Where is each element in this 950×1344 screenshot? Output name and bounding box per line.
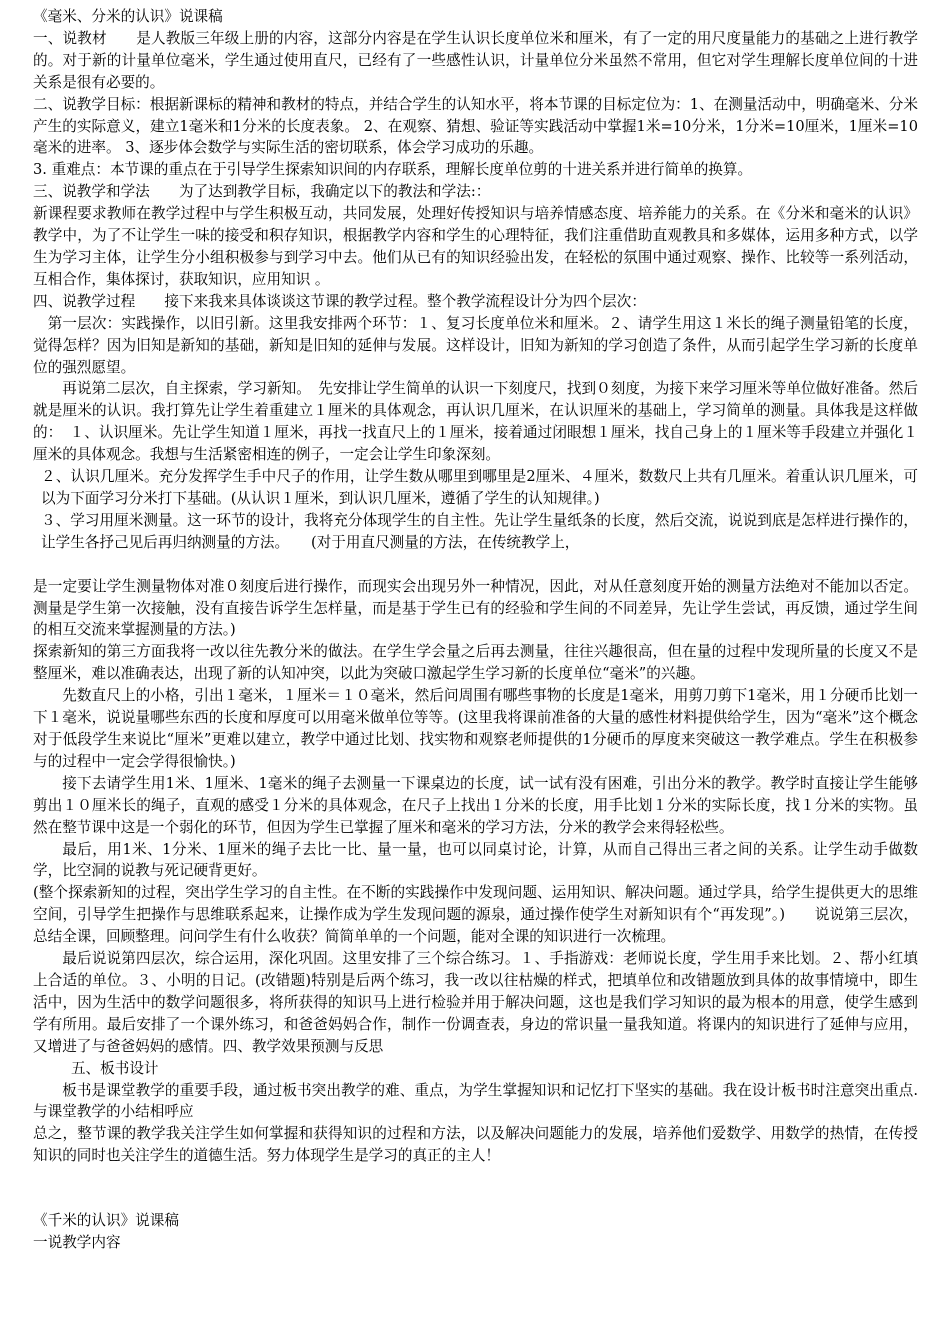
level-four-paragraph: 最后说说第四层次，综合运用，深化巩固。这里安排了三个综合练习。１、手指游戏：老师说长度，学生用手来比划。２、帮小红填上合适的单位。３、小明的日记。(改错题)特别是后两个练习，我一改以往枯燥的样式，把填单位和改错题放到具体的故事情境中，即生活中，因为生活中的数学问题很多，将所获得的知识马上进行检验并用于解决问题，这也是我们学习知识的最为根本的用意，使学生感到学有所用。最后安排了一个课外练习，和爸爸妈妈合作，制作一份调查表，身边的常识量一量我知道。将课内的知识进行了延伸与应用，又增进了与爸爸妈妈的感情。四、教学效果预测与反思 xyxy=(33,950,918,1055)
millimeter-paragraph: 先数直尺上的小格，引出１毫米，１厘米＝１０毫米，然后问周围有哪些事物的长度是1毫米，用剪刀剪下1毫米，用１分硬币比划一下１毫米，说说量哪些东西的长度和厚度可以用毫米做单位等等。(这里我将课前准备的大量的感性材料提供给学生，因为“毫米”这个概念对于低段学生来说比“厘米”更难以建立，教学中通过比划、找实物和观察老师提供的1分硬币的厚度来突破这一教学难点。学生在积极参与的过程中一定会学得很愉快。) xyxy=(33,687,918,770)
page-gap xyxy=(33,554,918,576)
board-paragraph: 板书是课堂教学的重要手段，通过板书突出教学的难、重点，为学生掌握知识和记忆打下坚实的基础。我在设计板书时注意突出重点.与课堂教学的小结相呼应 xyxy=(33,1081,918,1121)
explore-third-paragraph: 探索新知的第三方面我将一改以往先教分米的做法。在学生学会量之后再去测量，往往兴趣很高，但在量的过程中发现所量的长度又不是整厘米，难以准确表达，出现了新的认知冲突，以此为突破口激起学生学习新的长度单位“毫米”的兴趣。 xyxy=(33,643,918,683)
section-board-heading: 五、板书设计 xyxy=(70,1059,159,1077)
document-page xyxy=(33,6,918,1254)
section-goals: 二、说教学目标：根据新课标的精神和教材的特点，并结合学生的认知水平，将本节课的目标定位为：1、在测量活动中，明确毫米、分米产生的实际意义，建立1毫米和1分米的长度表象。 2、在观察、猜想、验证等实践活动中掌握1米=10分米，1分米=10厘米，1厘米=10毫米的进率。 3、逐步体会数学与实际生活的密切联系，体会学习成功的乐趣。 xyxy=(33,95,918,157)
conclusion-paragraph: 总之，整节课的教学我关注学生如何掌握和获得知识的过程和方法，以及解决问题能力的发展，培养他们爱数学、用数学的热情，在传授知识的同时也关注学生的道德生活。努力体现学生是学习的真正的主人！ xyxy=(33,1125,918,1165)
section-methods-heading: 三、说教学和学法 为了达到教学目标，我确定以下的教法和学法:： xyxy=(33,183,491,201)
section-content-heading: 一说教学内容 xyxy=(33,1234,121,1252)
process-step-two: ２、认识几厘米。充分发挥学生手中尺子的作用，让学生数从哪里到哪里是2厘米、４厘米，数数尺上共有几厘米。着重认识几厘米，可以为下面学习分米打下基础。(从认识１厘米，到认识几厘米，遵循了学生的认知规律。) xyxy=(41,468,918,507)
section-key-points: 3. 重难点：本节课的重点在于引导学生探索知识间的内存联系，理解长度单位剪的十进关系并进行简单的换算。 xyxy=(33,161,753,179)
section-process-heading: 四、说教学过程 接下来我来具体谈谈这节课的教学过程。整个教学流程设计分为四个层次： xyxy=(33,292,646,310)
process-level-two: 再说第二层次，自主探索，学习新知。 先安排让学生简单的认识一下刻度尺，找到０刻度，为接下来学习厘米等单位做好准备。然后就是厘米的认识。我打算先让学生着重建立１厘米的具体观念，再认识几厘米，在认识厘米的基础上，学习简单的测量。具体我是这样做的： １、认识厘米。先让学生知道１厘米，再找一找直尺上的１厘米，接着通过闭眼想１厘米，找自己身上的１厘米等手段建立并强化１厘米的具体观念。我想与生活紧密相连的例子，一定会让学生印象深刻。 xyxy=(33,380,918,464)
section-gap xyxy=(33,1167,918,1210)
process-level-one: 第一层次：实践操作，以旧引新。这里我安排两个环节：１、复习长度单位米和厘米。２、请学生用这１米长的绳子测量铅笔的长度，觉得怎样？因为旧知是新知的基础，新知是旧知的延伸与发展。这样设计，旧知为新知的学习创造了条件，从而引起学生学习新的长度单位的强烈愿望。 xyxy=(33,314,918,376)
decimeter-paragraph: 接下去请学生用1米、1厘米、1毫米的绳子去测量一下课桌边的长度，试一试有没有困难，引出分米的教学。教学时直接让学生能够剪出１０厘米长的绳子，直观的感受１分米的具体观念，在尺子上找出１分米的长度，用手比划１分米的实际长度，找１分米的实物。虽然在整节课中这是一个弱化的环节，但因为学生已掌握了厘米和毫米的学习方法，分米的教学会来得轻松些。 xyxy=(33,774,918,836)
doc-title-2: 《千米的认识》说课稿 xyxy=(33,1212,179,1230)
section-textbook: 一、说教材 是人教版三年级上册的内容，这部分内容是在学生认识长度单位米和厘米，有了一定的用尺度量能力的基础之上进行教学的。对于新的计量单位毫米，学生通过使用直尺，已经有了一些感性认识，计量单位分米虽然不常用，但它对学生理解长度单位间的十进关系是很有必要的。 xyxy=(33,29,918,91)
methods-paragraph: 新课程要求教师在教学过程中与学生积极互动，共同发展，处理好传授知识与培养情感态度、培养能力的关系。在《分米和毫米的认识》教学中，为了不让学生一味的接受和积存知识，根据教学内容和学生的心理特征，我们注重借助直观教具和多媒体，运用多种方式，以学生为学习主体，让学生分小组积极参与到学习中去。他们从已有的知识经验出发，在轻松的氛围中通过观察、操作、比较等一系列活动，互相合作，集体探讨，获取知识，应用知识 。 xyxy=(33,205,918,288)
summary-paragraph: (整个探索新知的过程，突出学生学习的自主性。在不断的实践操作中发现问题、运用知识、解决问题。通过学具，给学生提供更大的思维空间，引导学生把操作与思维联系起来，让操作成为学生发现问题的源泉，通过操作使学生对新知识有个“再发现”。) 说说第三层次，总结全课，回顾整理。问问学生有什么收获？简简单单的一个问题，能对全课的知识进行一次梳理。 xyxy=(33,884,918,946)
doc-title: 《毫米、分米的认识》说课稿 xyxy=(33,8,223,25)
measurement-paragraph: 是一定要让学生测量物体对准０刻度后进行操作，而现实会出现另外一种情况，因此，对从任意刻度开始的测量方法绝对不能加以否定。测量是学生第一次接触，没有直接告诉学生怎样量，而是基于学生已有的经验和学生间的不同差异，先让学生尝试，再反馈，通过学生间的相互交流来掌握测量的方法。) xyxy=(33,577,918,639)
relation-paragraph: 最后，用1米、1分米、1厘米的绳子去比一比、量一量，也可以同桌讨论，计算，从而自己得出三者之间的关系。让学生动手做数学，比空洞的说教与死记硬背更好。 xyxy=(33,840,918,880)
process-step-three: ３、学习用厘米测量。这一环节的设计，我将充分体现学生的自主性。先让学生量纸条的长度，然后交流，说说到底是怎样进行操作的，让学生各抒己见后再归纳测量的方法。 (对于用直尺测量的方法，在传统教学上， xyxy=(41,511,918,551)
